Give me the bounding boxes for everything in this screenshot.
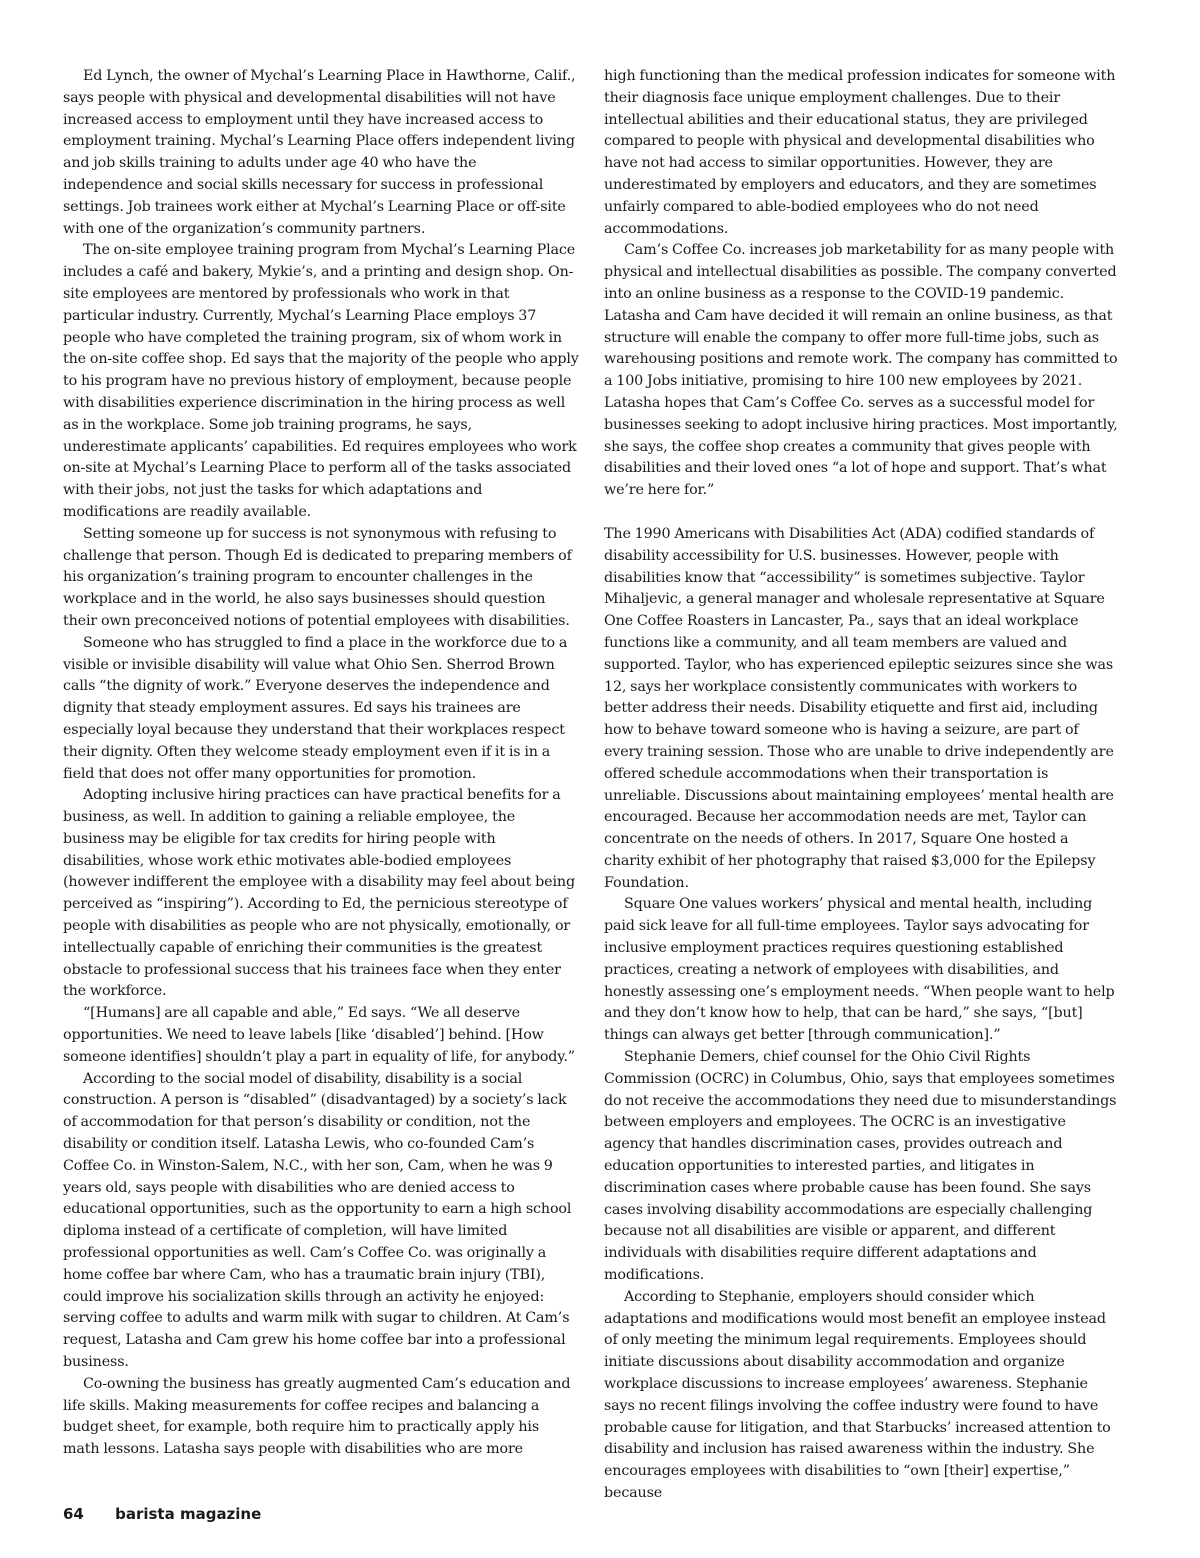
right-column [604, 66, 1120, 1505]
paragraph: Setting someone up for success is not synonymous with refusing to challenge that person. Though Ed is dedicated to preparing members of his organization’s training program to encounter challenges in the workplace and in the world, he also says businesses should question their own preconceived notions of potential employees with disabilities. [63, 525, 572, 629]
paragraph: Co-owning the business has greatly augmented Cam’s education and life skills. Making measurements for coffee recipes and balancing a budget sheet, for example, both require him to practically apply his math lessons. Latasha says people with disabilities who are more [63, 1375, 571, 1458]
paragraph: high functioning than the medical profession indicates for someone with their diagnosis face unique employment challenges. Due to their intellectual abilities and their educational status, they are privileged compared to people with physical and developmental disabilities who have not had access to similar opportunities. However, they are underestimated by employers and educators, and they are sometimes unfairly compared to able-bodied employees who do not need accommodations. [604, 68, 1116, 237]
paragraph: Cam’s Coffee Co. increases job marketability for as many people with physical and intellectual disabilities as possible. The company converted into an online business as a response to the COVID-19 pandemic. Latasha and Cam have decided it will remain an online business, as that structure will enable the company to offer more full-time jobs, such as warehousing positions and remote work. The company has committed to a 100 Jobs initiative, promising to hire 100 new employees by 2021. Latasha hopes that Cam’s Coffee Co. serves as a successful model for businesses seeking to adopt inclusive hiring practices. Most importantly, she says, the coffee shop creates a community that gives people with disabilities and their loved ones “a lot of hope and support. That’s what we’re here for.” [604, 242, 1118, 499]
page-footer [63, 1505, 261, 1523]
paragraph: According to Stephanie, employers should consider which adaptations and modifications would most benefit an employee instead of only meeting the minimum legal requirements. Employees should initiate discussions about disability accommodation and organize workplace discussions to increase employees’ awareness. Stephanie says no recent filings involving the coffee industry were found to have probable cause for litigation, and that Starbucks’ increased attention to disability and inclusion has raised awareness within the industry. She encourages employees with disabilities to “own [their] expertise,” because [604, 1288, 1111, 1501]
publication-name: barista magazine [115, 1505, 262, 1523]
paragraph: Ed Lynch, the owner of Mychal’s Learning Place in Hawthorne, Calif., says people with physical and developmental disabilities will not have increased access to employment until they have increased access to employment training. Mychal’s Learning Place offers independent living and job skills training to adults under age 40 who have the independence and social skills necessary for success in professional settings. Job trainees work either at Mychal’s Learning Place or off-site with one of the organization’s community partners. [63, 68, 576, 237]
paragraph: “[Humans] are all capable and able,” Ed says. “We all deserve opportunities. We need to leave labels [like ‘disabled’] behind. [How someone identifies] shouldn’t play a part in equality of life, for anybody.” [63, 1005, 575, 1065]
left-column [63, 66, 579, 1461]
page-number: 64 [63, 1505, 84, 1523]
paragraph: Stephanie Demers, chief counsel for the Ohio Civil Rights Commission (OCRC) in Columbus, Ohio, says that employees sometimes do not receive the accommodations they need due to misunderstandings between employers and employees. The OCRC is an investigative agency that handles discrimination cases, provides outreach and education opportunities to interested parties, and litigates in discrimination cases where probable cause has been found. She says cases involving disability accommodations are especially challenging because not all disabilities are visible or apparent, and different individuals with disabilities require different adaptations and modifications. [604, 1049, 1117, 1284]
paragraph: Square One values workers’ physical and mental health, including paid sick leave for all full-time employees. Taylor says advocating for inclusive employment practices requires questioning established practices, creating a network of employees with disabilities, and honestly assessing one’s employment needs. “When people want to help and they don’t know how to help, that can be hard,” she says, “[but] things can always get better [through communication].” [604, 896, 1115, 1044]
paragraph: Someone who has struggled to find a place in the workforce due to a visible or invisible disability will value what Ohio Sen. Sherrod Brown calls “the dignity of work.” Everyone deserves the independence and dignity that steady employment assures. Ed says his trainees are especially loyal because they understand that their workplaces respect their dignity. Often they welcome steady employment even if it is in a field that does not offer many opportunities for promotion. [63, 634, 568, 782]
paragraph: According to the social model of disability, disability is a social construction. A person is “disabled” (disadvantaged) by a society’s lack of accommodation for that person’s disability or condition, not the disability or condition itself. Latasha Lewis, who co-founded Cam’s Coffee Co. in Winston-Salem, N.C., with her son, Cam, when he was 9 years old, says people with disabilities who are denied access to educational opportunities, such as the opportunity to earn a high school diploma instead of a certificate of completion, will have limited professional opportunities as well. Cam’s Coffee Co. was originally a home coffee bar where Cam, who has a traumatic brain injury (TBI), could improve his socialization skills through an activity he enjoyed: serving coffee to adults and warm milk with sugar to children. At Cam’s request, Latasha and Cam grew his home coffee bar into a professional business. [63, 1070, 572, 1371]
paragraph: The 1990 Americans with Disabilities Act (ADA) codified standards of disability accessibility for U.S. businesses. However, people with disabilities know that “accessibility” is sometimes subjective. Taylor Mihaljevic, a general manager and wholesale representative at Square One Coffee Roasters in Lancaster, Pa., says that an ideal workplace functions like a community, and all team members are valued and supported. Taylor, who has experienced epileptic seizures since she was 12, says her workplace consistently communicates with workers to better address their needs. Disability etiquette and first aid, including how to behave toward someone who is having a seizure, are part of every training session. Those who are unable to drive independently are offered schedule accommodations when their transportation is unreliable. Discussions about maintaining employees’ mental health are encouraged. Because her accommodation needs are met, Taylor can concentrate on the needs of others. In 2017, Square One hosted a charity exhibit of her photography that raised $3,000 for the Epilepsy Foundation. [604, 525, 1114, 891]
paragraph: The on-site employee training program from Mychal’s Learning Place includes a café and bakery, Mykie’s, and a printing and design shop. On-site employees are mentored by professionals who work in that particular industry. Currently, Mychal’s Learning Place employs 37 people who have completed the training program, six of whom work in the on-site coffee shop. Ed says that the majority of the people who apply to his program have no previous history of employment, because people with disabilities experience discrimination in the hiring process as well as in the workplace. Some job training programs, he says, underestimate applicants’ capabilities. Ed requires employees who work on-site at Mychal’s Learning Place to perform all of the tasks associated with their jobs, not just the tasks for which adaptations and modifications are readily available. [63, 242, 579, 520]
paragraph: Adopting inclusive hiring practices can have practical benefits for a business, as well. In addition to gaining a reliable employee, the business may be eligible for tax credits for hiring people with disabilities, whose work ethic motivates able-bodied employees (however indifferent the employee with a disability may feel about being perceived as “inspiring”). According to Ed, the pernicious stereotype of people with disabilities as people who are not physically, emotionally, or intellectually capable of enriching their communities is the greatest obstacle to professional success that his trainees face when they enter the workforce. [63, 787, 575, 1000]
